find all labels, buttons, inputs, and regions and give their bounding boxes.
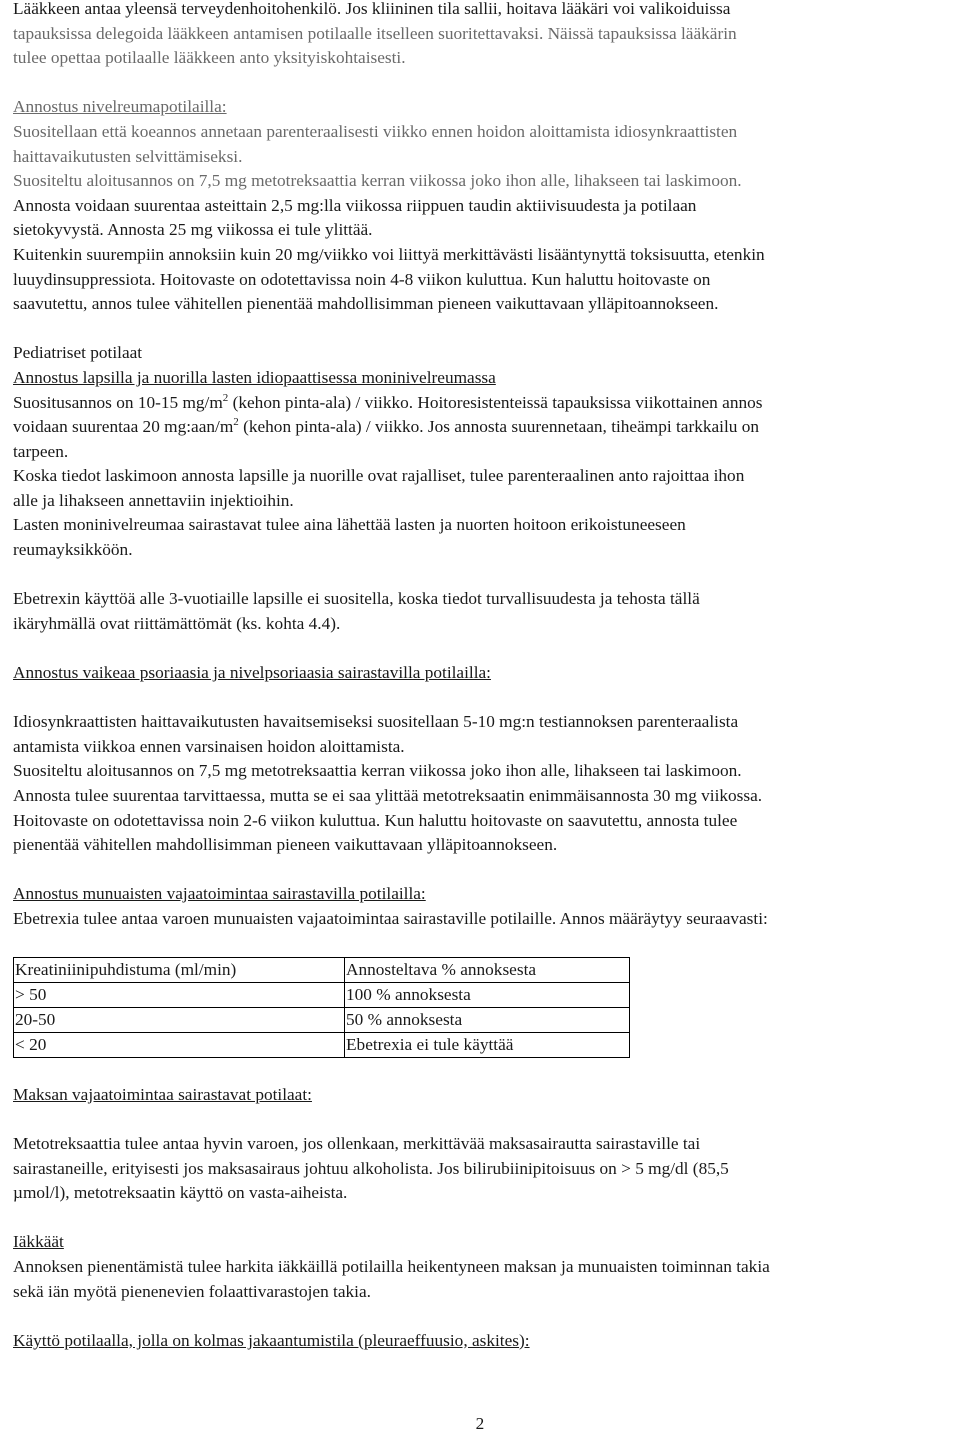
psoriasis-paragraph-line: Annosta tulee suurentaa tarvittaessa, mutta se ei saa ylittää metotreksaatin enimmäisannosta 30 mg viikossa.	[13, 786, 763, 805]
elderly-paragraph-line: sekä iän myötä pienenevien folaattivarastojen takia.	[13, 1281, 371, 1301]
renal-paragraph-line: Ebetrexia tulee antaa varoen munuaisten vajaatoimintaa sairastaville potilaille. Annos määräytyy seuraavasti:	[13, 908, 768, 928]
table-header-row	[14, 958, 630, 983]
ra-paragraph-line: haittavaikutusten selvittämiseksi.	[13, 146, 243, 166]
renal-heading: Annostus munuaisten vajaatoimintaa sairastavilla potilailla:	[13, 884, 426, 904]
spacer	[13, 1107, 953, 1132]
page-number: 2	[475, 1414, 485, 1433]
text-run: Suositusannos on 10-15 mg/m	[13, 392, 223, 412]
pediatric-paragraph-line: reumayksikköön.	[13, 540, 133, 560]
renal-dosing-table	[13, 957, 630, 1058]
table-cell: Ebetrexia ei tule käyttää	[345, 1033, 630, 1058]
pediatric-paragraph-line	[13, 415, 953, 440]
table-row	[14, 1033, 630, 1058]
table-header-cell: Kreatiniinipuhdistuma (ml/min)	[14, 958, 345, 983]
pediatric-paragraph-line: tarpeen.	[13, 441, 69, 461]
pediatric-subheading: Annostus lapsilla ja nuorilla lasten idiopaattisessa moninivelreumassa	[13, 367, 496, 387]
spacer	[13, 686, 953, 711]
pediatric-paragraph-line: alle ja lihakseen annettaviin injektioihin.	[13, 490, 294, 510]
pediatric-paragraph-line: ikäryhmällä ovat riittämättömät (ks. kohta 4.4).	[13, 613, 341, 633]
intro-line-1: Lääkkeen antaa yleensä terveydenhoitohenkilö. Jos kliininen tila sallii, hoitava lääkäri voi valikoiduissa	[13, 0, 731, 18]
psoriasis-paragraph-line: antamista viikkoa ennen varsinaisen hoidon aloittamista.	[13, 736, 405, 756]
intro-line-2: tapauksissa delegoida lääkkeen antamisen potilaalle itselleen suoritettavaksi. Näissä tapauksissa lääkärin	[13, 23, 737, 43]
document-page	[13, 0, 953, 1353]
table-row	[14, 1008, 630, 1033]
ra-paragraph-line: saavutettu, annos tulee vähitellen pienentää mahdollisimman pieneen vaikuttavaan ylläpitoannokseen.	[13, 294, 719, 314]
ra-paragraph-line: Suositellaan että koeannos annetaan parenteraalisesti viikko ennen hoidon aloittamista idiosynkraattisten	[13, 121, 738, 141]
table-cell: < 20	[14, 1033, 345, 1058]
table-cell: > 50	[14, 983, 345, 1008]
elderly-paragraph-line: Annoksen pienentämistä tulee harkita iäkkäillä potilailla heikentyneen maksan ja munuaisten toiminnan takia	[13, 1256, 770, 1276]
table-header-cell: Annosteltava % annoksesta	[345, 958, 630, 983]
spacer	[13, 317, 953, 342]
hepatic-heading: Maksan vajaatoimintaa sairastavat potilaat:	[13, 1084, 312, 1104]
third-space-heading: Käyttö potilaalla, jolla on kolmas jakaantumistila (pleuraeffuusio, askites):	[13, 1330, 530, 1350]
psoriasis-paragraph-line: Idiosynkraattisten haittavaikutusten havaitsemiseksi suositellaan 5-10 mg:n testiannoksen parenteraalista	[13, 712, 739, 732]
ra-paragraph-line: luuydinsuppressiota. Hoitovaste on odotettavissa noin 4-8 viikon kuluttua. Kun haluttu hoitovaste on	[13, 269, 711, 289]
pediatric-paragraph-line: Ebetrexin käyttöä alle 3-vuotiaille lapsille ei suositella, koska tiedot turvallisuudesta ja tehosta tällä	[13, 589, 700, 609]
hepatic-paragraph-line: Metotreksaattia tulee antaa hyvin varoen, jos ollenkaan, merkittävää maksasairautta sairastaville tai	[13, 1133, 701, 1153]
spacer	[13, 1304, 953, 1329]
hepatic-paragraph-line: sairastaneille, erityisesti jos maksasairaus johtuu alkoholista. Jos bilirubiinipitoisuus on > 5 mg/dl (85,5	[13, 1158, 729, 1178]
table-cell: 100 % annoksesta	[345, 983, 630, 1008]
psoriasis-heading: Annostus vaikeaa psoriaasia ja nivelpsoriaasia sairastavilla potilailla:	[13, 663, 491, 683]
text-run: voidaan suurentaa 20 mg:aan/m	[13, 417, 234, 437]
spacer	[13, 1206, 953, 1231]
ra-paragraph-line: Suositeltu aloitusannos on 7,5 mg metotreksaattia kerran viikossa joko ihon alle, lihakseen tai laskimoon.	[13, 171, 742, 191]
spacer	[13, 858, 953, 883]
spacer	[13, 563, 953, 588]
ra-heading: Annostus nivelreumapotilailla:	[13, 97, 227, 117]
psoriasis-paragraph-line: Hoitovaste on odotettavissa noin 2-6 viikon kuluttua. Kun haluttu hoitovaste on saavutettu, annosta tulee	[13, 810, 738, 830]
pediatric-paragraph-line: Koska tiedot laskimoon annosta lapsille ja nuorille ovat rajalliset, tulee parenteraalinen anto rajoittaa ihon	[13, 466, 745, 486]
superscript: 2	[222, 391, 229, 404]
text-run: (kehon pinta-ala) / viikko. Jos annosta suurennetaan, tiheämpi tarkkailu on	[238, 417, 759, 437]
spacer	[13, 1058, 953, 1083]
pediatric-heading: Pediatriset potilaat	[13, 343, 143, 363]
psoriasis-paragraph-line: pienentää vähitellen mahdollisimman pieneen vaikuttavaan ylläpitoannokseen.	[13, 835, 558, 855]
superscript: 2	[233, 416, 239, 429]
spacer	[13, 636, 953, 661]
psoriasis-paragraph-line: Suositeltu aloitusannos on 7,5 mg metotreksaattia kerran viikossa joko ihon alle, lihakseen tai laskimoon.	[13, 761, 742, 781]
text-run: (kehon pinta-ala) / viikko. Hoitoresistenteissä tapauksissa viikottainen annos	[228, 392, 763, 412]
intro-line-3: tulee opettaa potilaalle lääkkeen anto yksityiskohtaisesti.	[13, 48, 406, 68]
elderly-heading: Iäkkäät	[13, 1232, 64, 1252]
spacer	[13, 932, 953, 957]
ra-paragraph-line: Kuitenkin suurempiin annoksiin kuin 20 mg/viikko voi liittyä merkittävästi lisääntynyttä toksisuutta, etenkin	[13, 244, 765, 264]
spacer	[13, 71, 953, 96]
table-cell: 20-50	[14, 1008, 345, 1033]
ra-paragraph-line: Annosta voidaan suurentaa asteittain 2,5 mg:lla viikossa riippuen taudin aktiivisuudesta ja potilaan	[13, 195, 697, 215]
table-row	[14, 983, 630, 1008]
table-cell: 50 % annoksesta	[345, 1008, 630, 1033]
hepatic-paragraph-line: µmol/l), metotreksaatin käyttö on vasta-aiheista.	[13, 1183, 348, 1203]
pediatric-paragraph-line: Lasten moninivelreumaa sairastavat tulee aina lähettää lasten ja nuorten hoitoon erikoistuneeseen	[13, 515, 686, 535]
ra-paragraph-line: sietokyvystä. Annosta 25 mg viikossa ei tule ylittää.	[13, 220, 373, 240]
pediatric-paragraph-line	[13, 391, 953, 416]
